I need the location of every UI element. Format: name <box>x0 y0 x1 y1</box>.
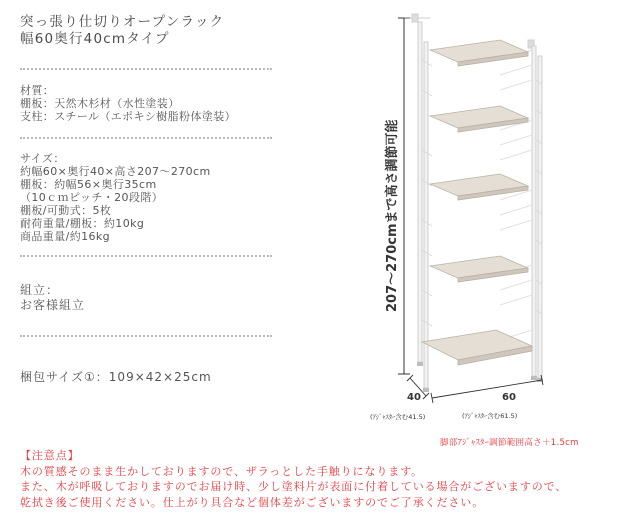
caution-line-1: 木の質感そのまま生かしておりますので、ザラっとした手触りになります。 <box>20 464 424 478</box>
width-value: 60 <box>502 392 516 403</box>
assembly-value: お客様組立 <box>20 298 86 312</box>
title-line-1: 突っ張り仕切りオープンラック <box>20 14 225 30</box>
size-load: 耐荷重量/棚板：約10kg <box>20 217 145 230</box>
shelf-boards <box>422 40 532 365</box>
rack-frame <box>412 14 542 388</box>
shelf-board <box>430 106 528 132</box>
adjuster-feet <box>417 362 543 392</box>
height-dimension-label: 207〜270cmまで高さ調節可能 <box>385 119 400 312</box>
material-shelf: 棚板：天然木杉材（水性塗装） <box>20 97 180 110</box>
caution-notes <box>20 448 630 510</box>
title-line-2: 幅60奥行40cmタイプ <box>20 31 170 47</box>
size-count: 棚板/可動式：5枚 <box>20 204 112 217</box>
depth-sub-label: (ｱｼﾞｬｽﾀｰ含む41.5) <box>370 413 426 421</box>
adjuster-note: 脚部ｱｼﾞｬｽﾀｰ調節範囲高さ＋1.5cm <box>440 438 579 448</box>
caution-heading: 【注意点】 <box>20 449 80 462</box>
shelf-board <box>430 256 528 282</box>
size-weight: 商品重量/約16kg <box>20 230 111 243</box>
package-size: 梱包サイズ①：109×42×25cm <box>20 370 212 384</box>
caution-line-3: 乾拭き後ご使用ください。仕上がり具合など個体差がございますのでご了承ください。 <box>20 495 485 509</box>
size-overall: 約幅60×奥行40×高さ207〜270cm <box>20 165 211 178</box>
width-dimension <box>431 375 543 403</box>
caution-line-2: また、木が呼吸しておりますのでお届け時、少し塗料片が表面に付着している場合がございますので、 <box>20 480 568 493</box>
shelf-board <box>430 40 528 66</box>
size-heading: サイズ： <box>20 152 65 165</box>
width-sub-label: (ｱｼﾞｬｽﾀｰ含む61.5) <box>462 412 518 420</box>
size-pitch: （10ｃｍピッチ・20段階） <box>20 191 164 204</box>
material-heading: 材質： <box>20 84 55 97</box>
assembly-heading: 組立： <box>20 283 60 297</box>
depth-value: 40 <box>407 392 421 403</box>
material-post: 支柱：スチール（エポキシ樹脂粉体塗装） <box>20 110 237 123</box>
size-board: 棚板：約幅56×奥行35cm <box>20 178 157 191</box>
